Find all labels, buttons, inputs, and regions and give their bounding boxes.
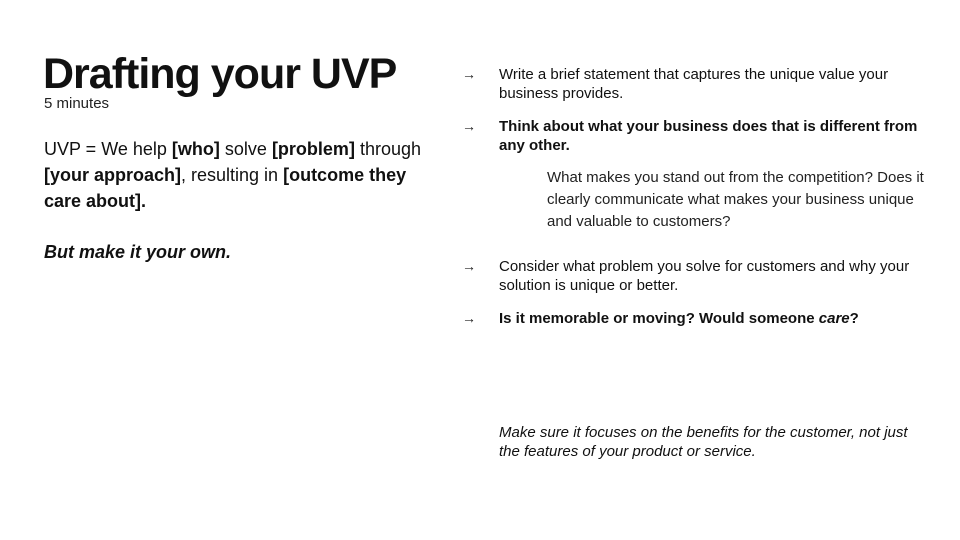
tip-text-part: Is it memorable or moving? Would someone bbox=[499, 310, 819, 327]
tip-text: Write a brief statement that captures the unique value your business provides. bbox=[499, 66, 889, 102]
tip-sub-note: What makes you stand out from the competition? Does it clearly communicate what makes your business unique and valuable to customers? bbox=[547, 169, 924, 230]
formula-approach: [your approach] bbox=[44, 165, 182, 185]
slide-title: Drafting your UVP bbox=[43, 50, 397, 98]
arrow-right-icon: → bbox=[462, 118, 476, 134]
tip-emphasis: care bbox=[818, 310, 850, 327]
arrow-right-icon: → bbox=[462, 66, 476, 82]
footer-note: Make sure it focuses on the benefits for the customer, not just the features of your product or service. bbox=[499, 424, 908, 460]
formula-text: solve bbox=[219, 139, 272, 159]
tip-text: Consider what problem you solve for customers and why your solution is unique or better. bbox=[499, 258, 910, 294]
formula-text: through bbox=[354, 139, 421, 159]
tagline: But make it your own. bbox=[44, 242, 232, 262]
tip-text-part: ? bbox=[849, 310, 859, 327]
formula-who: [who] bbox=[171, 139, 220, 159]
duration-label: 5 minutes bbox=[44, 95, 110, 112]
arrow-right-icon: → bbox=[462, 258, 476, 274]
arrow-right-icon: → bbox=[462, 310, 476, 326]
formula-outcome: [outcome they care about]. bbox=[44, 165, 407, 211]
formula-text: UVP = We help bbox=[44, 139, 172, 159]
formula-text: , resulting in bbox=[181, 165, 284, 185]
tip-text: Think about what your business does that is different from any other. bbox=[499, 118, 918, 154]
tip-text bbox=[499, 309, 919, 328]
uvp-formula bbox=[44, 136, 434, 214]
formula-problem: [problem] bbox=[271, 139, 355, 159]
